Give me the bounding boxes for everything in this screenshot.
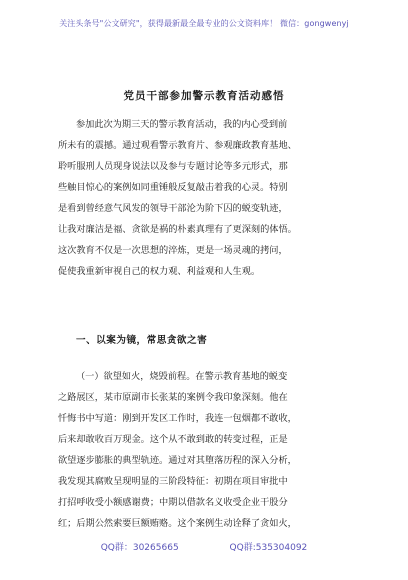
paragraph-line: 打招呼收受小额感谢费；中期以借款名义收受企业干股分	[58, 497, 288, 508]
paragraph-line: 我发现其腐败呈现明显的三阶段特征：初期在项目审批中	[58, 476, 288, 487]
paragraph-line: 忏悔书中写道：刚到开发区工作时，我连一包烟都不敢收，	[58, 413, 297, 424]
qq-group-2: QQ群:535304092	[229, 543, 308, 553]
paragraph-section1	[58, 366, 358, 534]
section-heading: 一、以案为镜，常思贪欲之害	[76, 335, 208, 346]
paragraph-line: 后来却敢收百万现金。这个从不敢到敢的转变过程，正是	[58, 434, 288, 445]
paragraph-line: 聆听服刑人员现身说法以及参与专题讨论等多元形式，那	[58, 161, 288, 172]
paragraph-line: （一）欲望如火，烧毁前程。在警示教育基地的蜕变	[76, 371, 288, 382]
paragraph-line: 促使我重新审视自己的权力观、利益观和人生观。	[58, 266, 261, 277]
paragraph-line: 些触目惊心的案例如同重锤般反复敲击着我的心灵。特别	[58, 182, 288, 193]
paragraph-line: 让我对廉洁是福、贪欲是祸的朴素真理有了更深刻的体悟。	[58, 224, 297, 235]
header-banner: 关注头条号"公文研究"，获得最新最全最专业的公文资料库！ 微信：gongwenyj	[59, 19, 349, 28]
paragraph-line: 参加此次为期三天的警示教育活动，我的内心受到前	[76, 119, 288, 130]
paragraph-line: 之路展区，某市原副市长张某的案例令我印象深刻。他在	[58, 392, 288, 403]
document-title: 党员干部参加警示教育活动感悟	[123, 90, 285, 102]
paragraph-line: 红；后期公然索要巨额贿赂。这个案例生动诠释了贪如火，	[58, 518, 297, 529]
footer-contact	[0, 540, 408, 553]
paragraph-line: 这次教育不仅是一次思想的淬炼，更是一场灵魂的拷问，	[58, 245, 288, 256]
paragraph-line: 是看到曾经意气风发的领导干部沦为阶下囚的蜕变轨迹，	[58, 203, 288, 214]
qq-group-1: QQ群：30265665	[100, 543, 179, 553]
paragraph-intro	[58, 114, 358, 282]
paragraph-line: 欲望逐步膨胀的典型轨迹。通过对其堕落历程的深入分析，	[58, 455, 297, 466]
paragraph-line: 所未有的震撼。通过观看警示教育片、参观廉政教育基地、	[58, 140, 297, 151]
